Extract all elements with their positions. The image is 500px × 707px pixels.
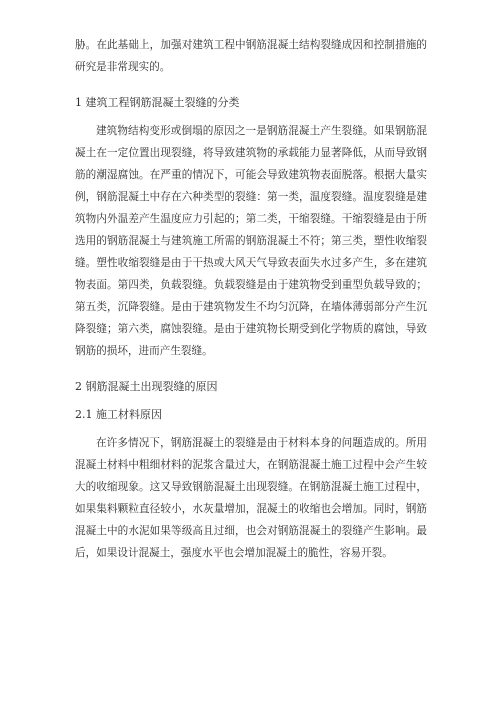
section-1-paragraph: 建筑物结构变形或倒塌的原因之一是钢筋混凝土产生裂缝。如果钢筋混凝土在一定位置出现裂缝，将导致建筑物的承载能力显著降低，从而导致钢筋的潮湿腐蚀。在严重的情况下，可能会导致建筑物表面脱落。根据大量实例，钢筋混凝土中存在六种类型的裂缝：第一类，温度裂缝。温度裂缝是建筑物内外温差产生温度应力引起的；第二类，干缩裂缝。干缩裂缝是由于所选用的钢筋混凝土与建筑施工所需的钢筋混凝土不符；第三类，塑性收缩裂缝。塑性收缩裂缝是由于干热或大风天气导致表面失水过多产生，多在建筑物表面。第四类，负载裂缝。负载裂缝是由于建筑物受到重型负载导致的；第五类，沉降裂缝。是由于建筑物发生不均匀沉降，在墙体薄弱部分产生沉降裂缝；第六类，腐蚀裂缝。是由于建筑物长期受到化学物质的腐蚀，导致钢筋的损坏，进而产生裂缝。 [75,125,427,357]
intro-paragraph: 胁。在此基础上，加强对建筑工程中钢筋混凝土结构裂缝成因和控制措施的研究是非常现实的。 [75,39,427,73]
section-2-1-paragraph: 在许多情况下，钢筋混凝土的裂缝是由于材料本身的问题造成的。所用混凝土材料中粗细材料的泥浆含量过大，在钢筋混凝土施工过程中会产生较大的收缩现象。这又导致钢筋混凝土出现裂缝。在钢筋混凝土施工过程中，如果集料颗粒直径较小，水灰量增加，混凝土的收缩也会增加。同时，钢筋混凝土中的水泥如果等级高且过细，也会对钢筋混凝土的裂缝产生影响。最后，如果设计混凝土，强度水平也会增加混凝土的脆性，容易开裂。 [75,437,427,559]
section-2-heading: 2 钢筋混凝土出现裂缝的原因 [75,380,218,393]
section-1-heading: 1 建筑工程钢筋混凝土裂缝的分类 [75,96,240,109]
document-page [75,34,427,564]
section-2-1-heading: 2.1 施工材料原因 [75,408,162,421]
